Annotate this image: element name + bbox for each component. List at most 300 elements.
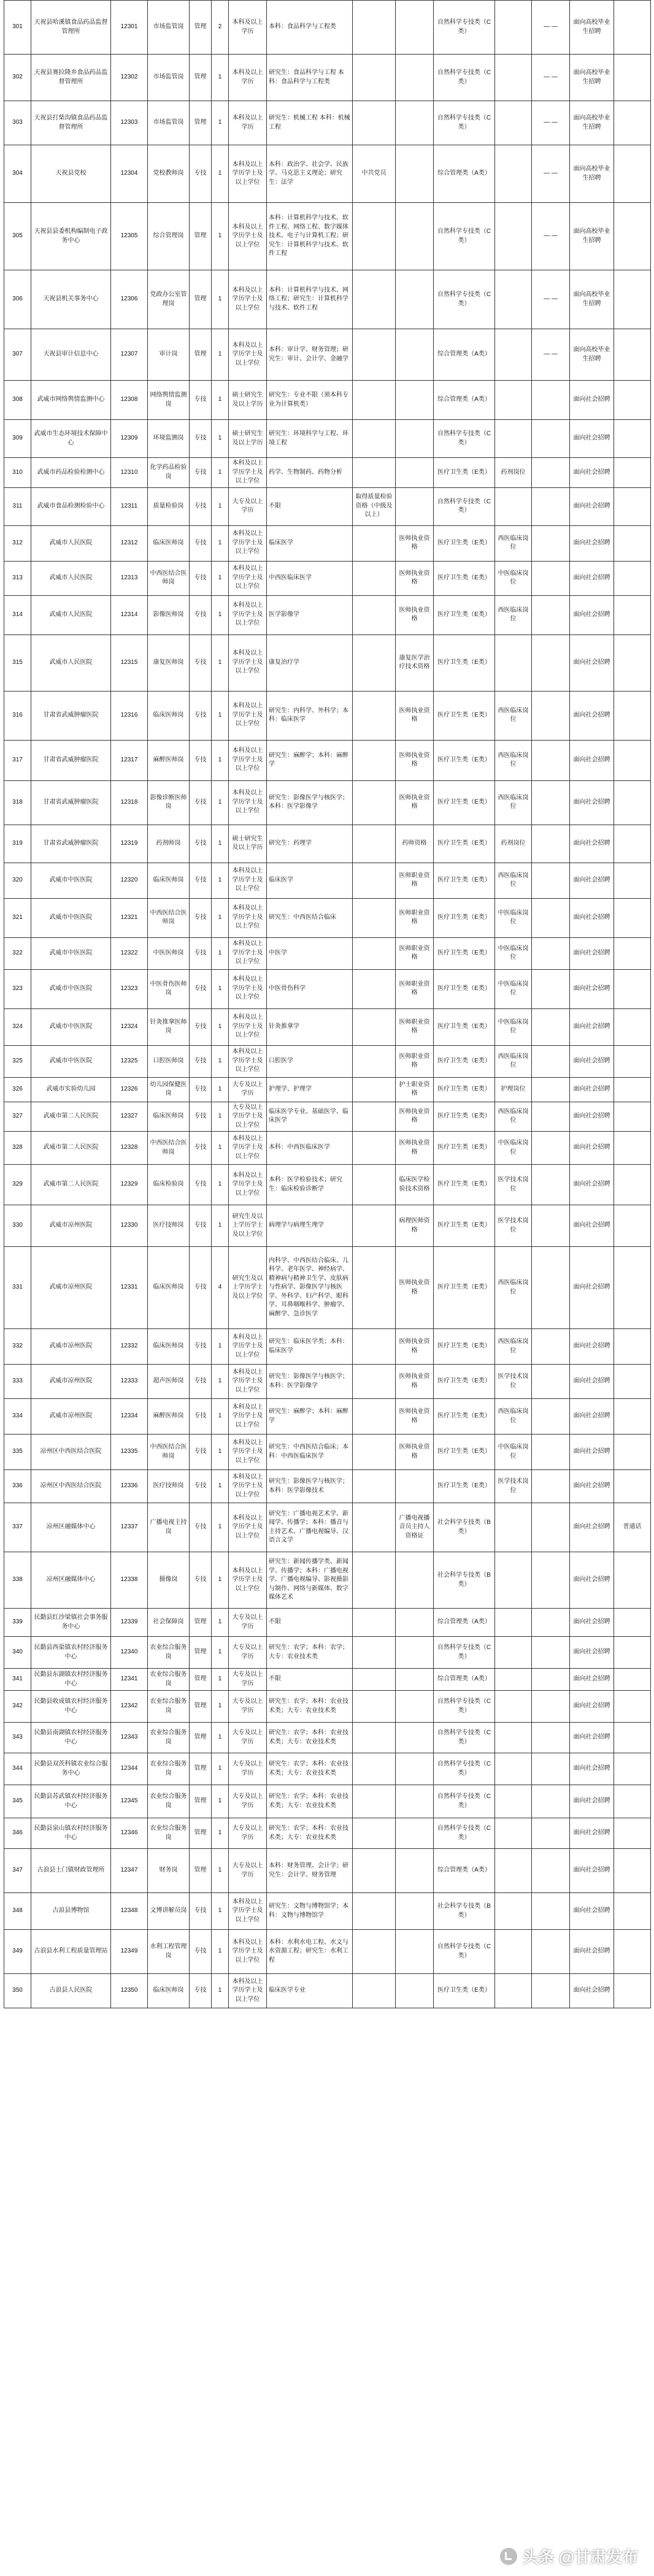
cell-remark [495,420,532,458]
cell-unit: 武威市凉州医院 [31,1399,111,1435]
cell-edu: 本科及以上学历学士及以上学位 [229,1974,267,2008]
cell-d1 [532,1247,570,1329]
cell-code: 12335 [111,1435,148,1470]
cell-cat: 专技 [190,525,212,561]
cell-req [353,55,396,101]
cell-req [353,1329,396,1365]
cell-cat: 管理 [190,1,212,55]
cell-d3 [614,969,651,1008]
cell-req [353,1849,396,1893]
cell-assess: 医师职业资格 [396,1045,434,1077]
cell-cat: 管理 [190,1691,212,1723]
table-row [4,487,651,525]
cell-remark [495,1609,532,1637]
cell-d3 [614,780,651,825]
cell-code: 12344 [111,1753,148,1785]
recruitment-table [4,0,651,2008]
cell-major: 本科：中西医临床医学 [267,1132,353,1165]
cell-edu: 本科及以上学历学士及以上学位 [229,1132,267,1165]
cell-unit: 甘肃省武威肿瘤医院 [31,780,111,825]
cell-remark [495,203,532,270]
table-row [4,145,651,203]
cell-pos: 医疗卫生类（E类） [434,525,495,561]
cell-major: 研究生：专业不限（须本科专业为计算机类） [267,381,353,420]
cell-cat: 专技 [190,1102,212,1132]
cell-no: 312 [4,525,31,561]
cell-cat: 专技 [190,634,212,691]
cell-d2: 面向社会招聘 [570,458,614,488]
table-row [4,1849,651,1893]
cell-num: 4 [212,1247,229,1329]
cell-d2: 面向高校毕业生招聘 [570,270,614,329]
table-row [4,740,651,780]
cell-post: 综合管理岗 [148,203,190,270]
table-row [4,1893,651,1930]
cell-cat: 管理 [190,55,212,101]
cell-code: 12319 [111,825,148,863]
cell-num: 1 [212,1008,229,1045]
cell-edu: 大专及以上学历 [229,1637,267,1669]
cell-remark: 西医临床岗位 [495,1102,532,1132]
cell-d1 [532,1818,570,1849]
cell-req [353,561,396,595]
cell-cat: 专技 [190,825,212,863]
cell-assess [396,203,434,270]
cell-cat: 管理 [190,1637,212,1669]
cell-code: 12305 [111,203,148,270]
cell-assess: 医师执业资格 [396,561,434,595]
table-row [4,595,651,634]
cell-remark [495,487,532,525]
cell-code: 12341 [111,1669,148,1691]
cell-edu: 大专及以上学历 [229,1669,267,1691]
cell-major: 本科：审计学、财务管理；研究生：审计、会计学、金融学 [267,329,353,381]
cell-d3 [614,55,651,101]
cell-d2: 面向社会招聘 [570,1102,614,1132]
cell-remark [495,1849,532,1893]
cell-edu: 大专及以上学历 [229,1609,267,1637]
cell-d2: 面向社会招聘 [570,1637,614,1669]
cell-cat: 专技 [190,1399,212,1435]
cell-edu: 本科及以上学历学士及以上学位 [229,1365,267,1399]
cell-unit: 民勤县泉山镇农村经济服务中心 [31,1818,111,1849]
cell-remark [495,381,532,420]
cell-d2: 面向社会招聘 [570,1365,614,1399]
cell-assess [396,1637,434,1669]
cell-req [353,525,396,561]
cell-remark: 中医临床岗位 [495,1008,532,1045]
cell-code: 12309 [111,420,148,458]
cell-unit: 天祝县县委机构编制电子政务中心 [31,203,111,270]
cell-unit: 古浪县博物馆 [31,1893,111,1930]
cell-code: 12338 [111,1552,148,1609]
cell-post: 中医骨伤医师岗 [148,969,190,1008]
cell-d3 [614,1893,651,1930]
cell-d3: 普通话 [614,1503,651,1552]
cell-post: 临床医师岗 [148,863,190,898]
cell-post: 农业综合服务岗 [148,1723,190,1753]
cell-major: 临床医学专业 [267,1974,353,2008]
cell-major: 研究生：机械工程 本科：机械工程 [267,101,353,145]
cell-assess [396,1,434,55]
cell-remark: 西医临床岗位 [495,1329,532,1365]
cell-edu: 研究生及以上学历学士及以上学位 [229,1205,267,1247]
cell-no: 328 [4,1132,31,1165]
table-row [4,1077,651,1102]
cell-num: 1 [212,381,229,420]
cell-req [353,101,396,145]
cell-d2: 面向社会招聘 [570,780,614,825]
cell-d1 [532,740,570,780]
cell-edu: 硕士研究生及以上学历 [229,825,267,863]
cell-req [353,825,396,863]
cell-d1 [532,969,570,1008]
cell-num: 1 [212,780,229,825]
cell-pos: 综合管理类（A类） [434,381,495,420]
cell-num: 1 [212,595,229,634]
cell-edu: 本科及以上学历学士及以上学位 [229,1008,267,1045]
cell-unit: 武威市第二人民医院 [31,1102,111,1132]
cell-post: 临床医师岗 [148,1974,190,2008]
cell-unit: 天祝县哈溪镇食品药品监督管理所 [31,1,111,55]
cell-edu: 本科及以上学历 [229,101,267,145]
cell-d2: 面向社会招聘 [570,1503,614,1552]
cell-cat: 管理 [190,270,212,329]
table-row [4,1637,651,1669]
cell-num: 1 [212,1818,229,1849]
cell-major: 研究生：广播电视艺术学、新闻学、传播学；本科：播音与主持艺术、广播电视编导、汉语言文学 [267,1503,353,1552]
cell-d3 [614,487,651,525]
cell-d2: 面向社会招聘 [570,381,614,420]
cell-d3 [614,1132,651,1165]
cell-remark: 医学技术岗位 [495,1165,532,1205]
cell-req [353,203,396,270]
cell-d3 [614,458,651,488]
cell-code: 12324 [111,1008,148,1045]
cell-code: 12339 [111,1609,148,1637]
cell-pos: 医疗卫生类（E类） [434,691,495,740]
cell-assess [396,1818,434,1849]
cell-code: 12301 [111,1,148,55]
cell-d2: 面向高校毕业生招聘 [570,203,614,270]
cell-post: 广播电视主持岗 [148,1503,190,1552]
cell-unit: 民勤县红沙梁镇社会事务服务中心 [31,1609,111,1637]
cell-req [353,937,396,969]
cell-unit: 古浪县人民医院 [31,1974,111,2008]
cell-assess: 医师执业资格 [396,1435,434,1470]
cell-major: 研究生：农学；本科：农业技术类；大专：农业技术类 [267,1723,353,1753]
cell-code: 12347 [111,1849,148,1893]
cell-major: 不限 [267,1669,353,1691]
cell-req [353,898,396,937]
cell-unit: 凉州区融媒体中心 [31,1503,111,1552]
cell-no: 342 [4,1691,31,1723]
cell-cat: 管理 [190,1723,212,1753]
cell-req [353,1818,396,1849]
cell-req [353,1669,396,1691]
cell-assess [396,1893,434,1930]
cell-code: 12318 [111,780,148,825]
cell-unit: 天祝县机关事务中心 [31,270,111,329]
table-row [4,420,651,458]
cell-no: 311 [4,487,31,525]
cell-pos: 医疗卫生类（E类） [434,458,495,488]
cell-assess [396,1974,434,2008]
cell-edu: 大专及以上学历 [229,1723,267,1753]
cell-post: 中西医结合医师岗 [148,1435,190,1470]
cell-code: 12336 [111,1470,148,1503]
cell-d1 [532,1165,570,1205]
cell-edu: 硕士研究生及以上学历 [229,381,267,420]
cell-cat: 专技 [190,381,212,420]
cell-major: 中西医临床医学 [267,561,353,595]
cell-code: 12334 [111,1399,148,1435]
cell-req [353,969,396,1008]
cell-assess [396,458,434,488]
cell-no: 335 [4,1435,31,1470]
cell-code: 12349 [111,1930,148,1974]
cell-remark [495,101,532,145]
table-row [4,1470,651,1503]
cell-edu: 大专及以上学历 [229,1077,267,1102]
cell-edu: 大专及以上学历 [229,1753,267,1785]
cell-remark: 西医临床岗位 [495,863,532,898]
cell-num: 1 [212,969,229,1008]
cell-assess [396,420,434,458]
cell-cat: 专技 [190,1205,212,1247]
table-row [4,1132,651,1165]
cell-d3 [614,1785,651,1818]
cell-d3 [614,1723,651,1753]
cell-req [353,381,396,420]
cell-req [353,691,396,740]
cell-d2: 面向社会招聘 [570,420,614,458]
cell-assess: 医师职业资格 [396,937,434,969]
cell-major: 本科：财务管理、会计学；研究生：会计学、财务管理 [267,1849,353,1893]
cell-post: 影像医师岗 [148,595,190,634]
cell-cat: 专技 [190,595,212,634]
cell-post: 党校教师岗 [148,145,190,203]
cell-no: 303 [4,101,31,145]
cell-code: 12302 [111,55,148,101]
cell-num: 1 [212,1435,229,1470]
table-row [4,691,651,740]
cell-req [353,1205,396,1247]
cell-major: 研究生：农学；本科：农业技术类；大专：农业技术类 [267,1785,353,1818]
cell-edu: 本科及以上学历学士及以上学位 [229,525,267,561]
watermark-text: 头条 @甘肃发布 [522,2548,638,2566]
cell-pos: 医疗卫生类（E类） [434,825,495,863]
cell-post: 摄像岗 [148,1552,190,1609]
cell-remark: 中医临床岗位 [495,937,532,969]
cell-cat: 专技 [190,780,212,825]
cell-num: 2 [212,1,229,55]
cell-post: 临床医师岗 [148,1329,190,1365]
cell-code: 12350 [111,1974,148,2008]
cell-code: 12327 [111,1102,148,1132]
cell-d2: 面向社会招聘 [570,1077,614,1102]
cell-major: 研究生：农学；本科：农业技术类；大专：农业技术类 [267,1753,353,1785]
cell-pos: 自然科学专技类（C类） [434,270,495,329]
cell-d1 [532,1365,570,1399]
cell-edu: 大专及以上学历 [229,1849,267,1893]
cell-unit: 凉州区中西医结合医院 [31,1435,111,1470]
cell-d2: 面向高校毕业生招聘 [570,145,614,203]
cell-major: 本科：计算机科学与技术、软件工程、网络工程、数字媒体技术、电子与计算机工程；研究生：计算机科学与技术、软件工程 [267,203,353,270]
cell-remark [495,329,532,381]
cell-unit: 武威市食品检测检验中心 [31,487,111,525]
cell-num: 1 [212,825,229,863]
cell-assess [396,487,434,525]
cell-cat: 专技 [190,898,212,937]
cell-cat: 专技 [190,458,212,488]
cell-no: 338 [4,1552,31,1609]
cell-major: 本科：医学检验技术；研究生：临床检验诊断学 [267,1165,353,1205]
cell-edu: 本科及以上学历学士及以上学位 [229,1329,267,1365]
cell-num: 1 [212,1849,229,1893]
cell-post: 临床检验岗 [148,1165,190,1205]
cell-no: 349 [4,1930,31,1974]
cell-pos: 自然科学专技类（C类） [434,487,495,525]
cell-num: 1 [212,1399,229,1435]
cell-req: 中共党员 [353,145,396,203]
cell-remark [495,55,532,101]
cell-no: 334 [4,1399,31,1435]
cell-remark: 西医临床岗位 [495,1247,532,1329]
cell-req [353,1008,396,1045]
cell-major: 口腔医学 [267,1045,353,1077]
cell-d2: 面向社会招聘 [570,1691,614,1723]
cell-unit: 武威市中医医院 [31,937,111,969]
cell-assess [396,101,434,145]
cell-no: 304 [4,145,31,203]
cell-d3 [614,1849,651,1893]
cell-no: 325 [4,1045,31,1077]
cell-code: 12310 [111,458,148,488]
cell-d2: 面向社会招聘 [570,1669,614,1691]
cell-d1 [532,937,570,969]
cell-req [353,1503,396,1552]
cell-num: 1 [212,1785,229,1818]
cell-code: 12303 [111,101,148,145]
cell-num: 1 [212,1045,229,1077]
cell-cat: 专技 [190,1365,212,1399]
cell-code: 12348 [111,1893,148,1930]
table-row [4,1723,651,1753]
cell-req [353,1365,396,1399]
cell-code: 12316 [111,691,148,740]
cell-major: 本科：政治学、社会学、民族学、马克思主义理论；研究生：法学 [267,145,353,203]
table-row [4,1785,651,1818]
cell-req [353,740,396,780]
cell-pos: 自然科学专技类（C类） [434,1,495,55]
cell-pos: 自然科学专技类（C类） [434,1637,495,1669]
cell-d1 [532,1470,570,1503]
cell-remark [495,1637,532,1669]
cell-cat: 专技 [190,1008,212,1045]
cell-num: 1 [212,1753,229,1785]
cell-d2: 面向社会招聘 [570,1609,614,1637]
cell-req [353,1399,396,1435]
cell-num: 1 [212,691,229,740]
cell-d1 [532,634,570,691]
cell-major: 研究生：临床医学类；本科：临床医学 [267,1329,353,1365]
cell-unit: 天祝县赛拉隆乡食品药品监督管理所 [31,55,111,101]
table-row [4,1399,651,1435]
cell-remark [495,1974,532,2008]
cell-pos: 医疗卫生类（E类） [434,937,495,969]
cell-assess [396,1552,434,1609]
cell-num: 1 [212,101,229,145]
cell-code: 12342 [111,1691,148,1723]
cell-code: 12315 [111,634,148,691]
cell-no: 327 [4,1102,31,1132]
cell-pos: 医疗卫生类（E类） [434,1365,495,1399]
table-row [4,1974,651,2008]
cell-code: 12307 [111,329,148,381]
cell-pos: 自然科学专技类（C类） [434,1753,495,1785]
cell-pos: 医疗卫生类（E类） [434,561,495,595]
cell-edu: 本科及以上学历学士及以上学位 [229,1470,267,1503]
cell-d3 [614,203,651,270]
cell-d1 [532,1205,570,1247]
cell-major: 临床医学专业、基础医学、临床医学 [267,1102,353,1132]
cell-assess [396,1691,434,1723]
cell-remark [495,1723,532,1753]
cell-d1 [532,1503,570,1552]
cell-code: 12317 [111,740,148,780]
cell-d1: — — [532,101,570,145]
cell-d3 [614,561,651,595]
cell-d1 [532,381,570,420]
table-row [4,55,651,101]
cell-d3 [614,937,651,969]
cell-post: 康复医师岗 [148,634,190,691]
cell-code: 12329 [111,1165,148,1205]
table-row [4,1365,651,1399]
table-row [4,1691,651,1723]
cell-req [353,1691,396,1723]
cell-unit: 甘肃省武威肿瘤医院 [31,825,111,863]
cell-num: 1 [212,1552,229,1609]
table-row [4,825,651,863]
cell-no: 345 [4,1785,31,1818]
cell-remark: 药剂岗位 [495,458,532,488]
cell-d3 [614,1365,651,1399]
cell-d3 [614,898,651,937]
cell-assess [396,1930,434,1974]
cell-d1 [532,1723,570,1753]
cell-d3 [614,420,651,458]
cell-req [353,1102,396,1132]
cell-req [353,1077,396,1102]
cell-assess [396,1669,434,1691]
cell-num: 1 [212,1974,229,2008]
cell-remark: 西医临床岗位 [495,525,532,561]
cell-cat: 专技 [190,1893,212,1930]
cell-req [353,1165,396,1205]
cell-remark [495,1893,532,1930]
cell-d2: 面向社会招聘 [570,1470,614,1503]
cell-req [353,329,396,381]
cell-unit: 武威市凉州医院 [31,1365,111,1399]
cell-post: 农业综合服务岗 [148,1818,190,1849]
cell-code: 12340 [111,1637,148,1669]
cell-edu: 本科及以上学历学士及以上学位 [229,270,267,329]
cell-post: 中西医结合医师岗 [148,1132,190,1165]
cell-pos: 医疗卫生类（E类） [434,1165,495,1205]
cell-post: 临床医师岗 [148,525,190,561]
